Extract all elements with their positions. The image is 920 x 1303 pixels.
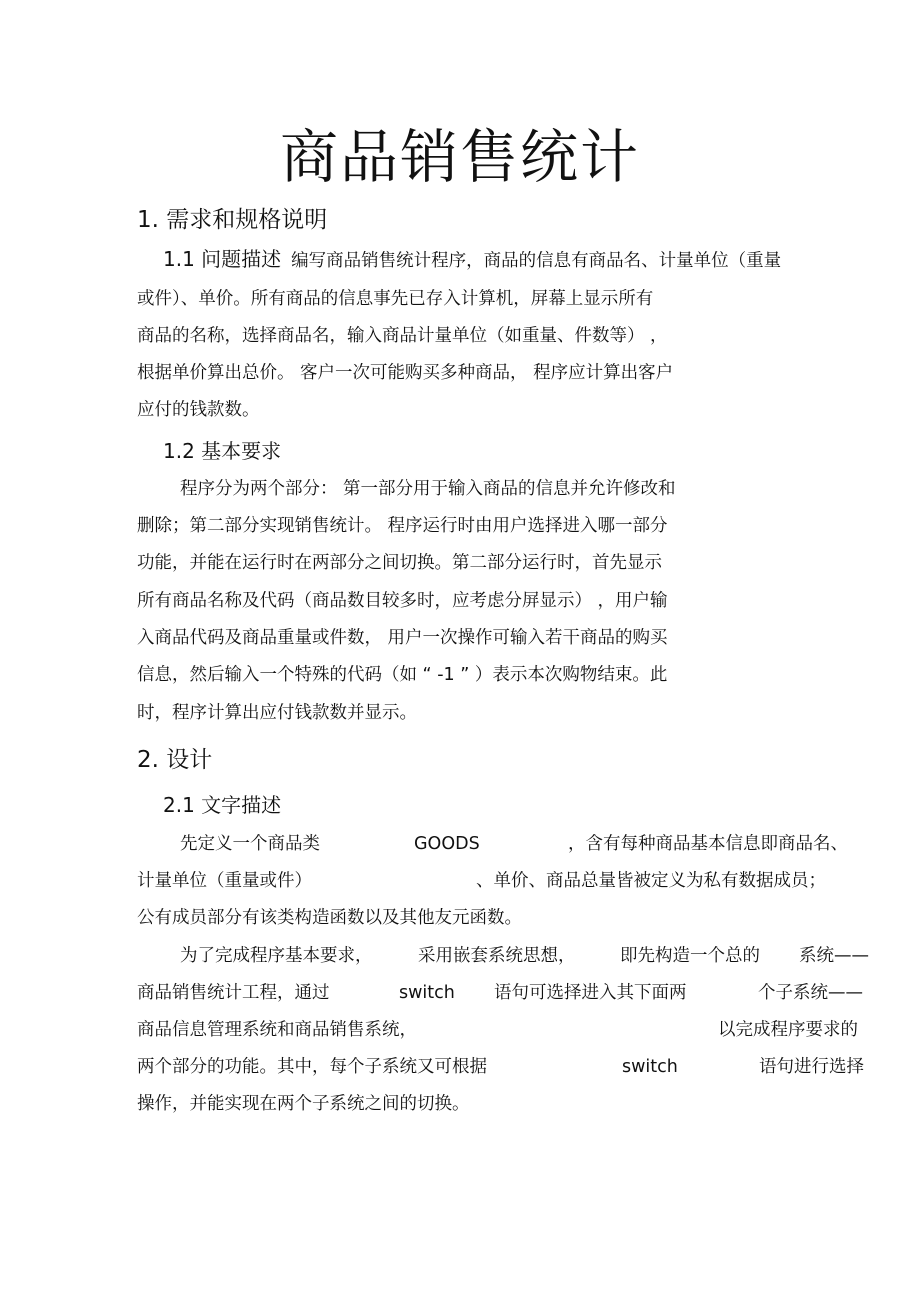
p2-line2-c: 语句可选择进入其下面两 — [494, 983, 687, 1003]
section-1-1-line: 应付的钱款数。 — [137, 400, 260, 420]
p2-line1-b: 采用嵌套系统思想， — [418, 946, 576, 966]
document-title: 商品销售统计 — [279, 123, 640, 191]
p2-line4-c: 语句进行选择 — [759, 1057, 864, 1077]
p2-line3-a: 商品信息管理系统和商品销售系统， — [137, 1020, 417, 1040]
section-1-2-line: 时，程序计算出应付钱款数并显示。 — [137, 703, 417, 723]
section-1-heading: 1. 需求和规格说明 — [137, 207, 328, 233]
section-1-2-line: 程序分为两个部分： 第一部分用于输入商品的信息并允许修改和 — [180, 479, 676, 499]
section-1-2-line: 所有商品名称及代码（商品数目较多时，应考虑分屏显示） ，用户输 — [137, 591, 668, 611]
section-1-1-first-line — [163, 247, 781, 273]
section-1-2-line: 信息，然后输入一个特殊的代码（如 “ -1 ” ）表示本次购物结束。此 — [137, 665, 668, 685]
section-1-1-text: 编写商品销售统计程序，商品的信息有商品名、计量单位（重量 — [291, 251, 782, 271]
section-2-1-heading: 2.1 文字描述 — [163, 793, 282, 817]
p2-line2-d: 个子系统—— — [758, 983, 863, 1003]
p2-line5: 操作，并能实现在两个子系统之间的切换。 — [137, 1094, 470, 1114]
p1-line1-b: GOODS — [414, 834, 480, 854]
p2-line3-b: 以完成程序要求的 — [718, 1020, 858, 1040]
section-1-2-line: 删除；第二部分实现销售统计。 程序运行时由用户选择进入哪一部分 — [137, 516, 668, 536]
section-2-heading: 2. 设计 — [137, 747, 213, 773]
p2-line2-a: 商品销售统计工程，通过 — [137, 983, 330, 1003]
section-1-1-line: 或件）、单价。所有商品的信息事先已存入计算机，屏幕上显示所有 — [137, 289, 654, 309]
p2-line2-b: switch — [399, 983, 455, 1003]
p2-line4-b: switch — [622, 1057, 678, 1077]
p1-line1-a: 先定义一个商品类 — [180, 834, 320, 854]
p2-line1-a: 为了完成程序基本要求， — [180, 946, 373, 966]
section-1-2-line: 入商品代码及商品重量或件数， 用户一次操作可输入若干商品的购买 — [137, 628, 668, 648]
section-1-2-line: 功能，并能在运行时在两部分之间切换。第二部分运行时，首先显示 — [137, 553, 662, 573]
section-1-1-line: 商品的名称，选择商品名，输入商品计量单位（如重量、件数等） ， — [137, 326, 668, 346]
p1-line2-b: 、单价、商品总量皆被定义为私有数据成员； — [476, 871, 826, 891]
p1-line2-a: 计量单位（重量或件） — [137, 871, 312, 891]
p2-line1-d: 系统—— — [799, 946, 869, 966]
section-1-1-line: 根据单价算出总价。 客户一次可能购买多种商品， 程序应计算出客户 — [137, 363, 674, 383]
p1-line1-c: ，含有每种商品基本信息即商品名、 — [568, 834, 848, 854]
p2-line1-c: 即先构造一个总的 — [620, 946, 760, 966]
p2-line4-a: 两个部分的功能。其中，每个子系统又可根据 — [137, 1057, 487, 1077]
section-1-1-heading: 1.1 问题描述 — [163, 247, 282, 271]
section-1-2-heading: 1.2 基本要求 — [163, 439, 282, 463]
p1-line3: 公有成员部分有该类构造函数以及其他友元函数。 — [137, 908, 522, 928]
